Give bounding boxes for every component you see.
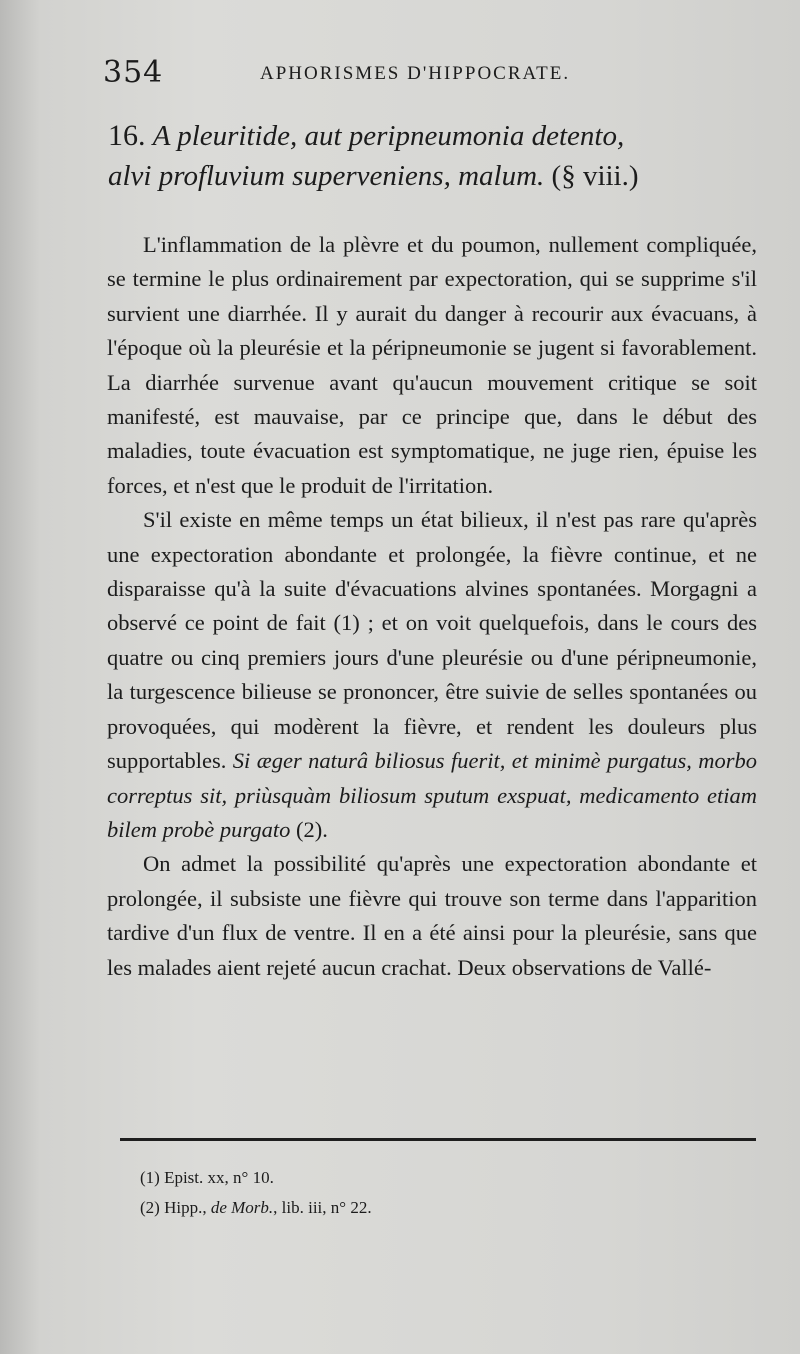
footnote-text: , lib. iii, n° 22.: [273, 1198, 372, 1217]
paragraph-text: S'il existe en même temps un état bilieux, il n'est pas rare qu'après une expectoration abondante et prolongée, la fièvre continue, et ne disparaisse qu'à la suite d'évacuations alvines spontanées. Morgagni a observé ce point de fait (1) ; et on voit quelquefois, dans le cours des quatre ou cinq premiers jours d'une pleurésie ou d'une péripneumonie, la turgescence bilieuse se prononcer, être suivie de selles spontanées ou provoquées, qui modèrent la fièvre, et rendent les douleurs plus supportables.: [107, 507, 757, 774]
latin-quote: Si æger naturâ biliosus fuerit, et minimè purgatus, morbo correptus sit, priùsquàm biliosum sputum exspuat, medicamento etiam bilem probè purgato: [107, 748, 758, 842]
aphorism-reference: (§ viii.): [551, 160, 639, 192]
body-text: [107, 228, 757, 985]
aphorism-number: 16.: [108, 119, 146, 152]
page-header: [100, 55, 760, 95]
paragraph: [107, 503, 757, 847]
footnote-text: Epist. xx, n° 10.: [164, 1168, 274, 1187]
footnotes: [140, 1163, 740, 1223]
paragraph: On admet la possibilité qu'après une expectoration abondante et prolongée, il subsiste une fièvre qui trouve son terme dans l'apparition tardive d'un flux de ventre. Il en a été ainsi pour la pleurésie, sans que les malades aient rejeté aucun crachat. Deux observations de Vallé-: [107, 851, 757, 980]
footnote-rule: [120, 1138, 756, 1141]
footnote: [140, 1163, 740, 1193]
footnote-text: Hipp.,: [164, 1198, 211, 1217]
page-number: 354: [103, 55, 164, 90]
aphorism-latin-line1: A pleuritide, aut peripneumonia detento,: [152, 120, 625, 152]
aphorism-latin-line2: alvi profluvium superveniens, malum.: [108, 160, 545, 192]
footnote-label: (1): [140, 1168, 160, 1187]
aphorism-heading: [108, 116, 768, 196]
latin-quote-ref: (2).: [295, 816, 328, 842]
paragraph: L'inflammation de la plèvre et du poumon, nullement compliquée, se termine le plus ordinairement par expectoration, qui se supprime s'il survient une diarrhée. Il y aurait du danger à recourir aux évacuans, à l'époque où la pleurésie et la péripneumonie se jugent si favorablement. La diarrhée survenue avant qu'aucun mouvement critique se soit manifesté, est mauvaise, par ce principe que, dans le début des maladies, toute évacuation est symptomatique, ne juge rien, épuise les forces, et n'est que le produit de l'irritation.: [107, 232, 757, 498]
footnote: [140, 1193, 740, 1223]
running-title: APHORISMES D'HIPPOCRATE.: [260, 63, 571, 84]
footnote-label: (2): [140, 1198, 160, 1217]
footnote-title: de Morb.: [210, 1198, 274, 1217]
